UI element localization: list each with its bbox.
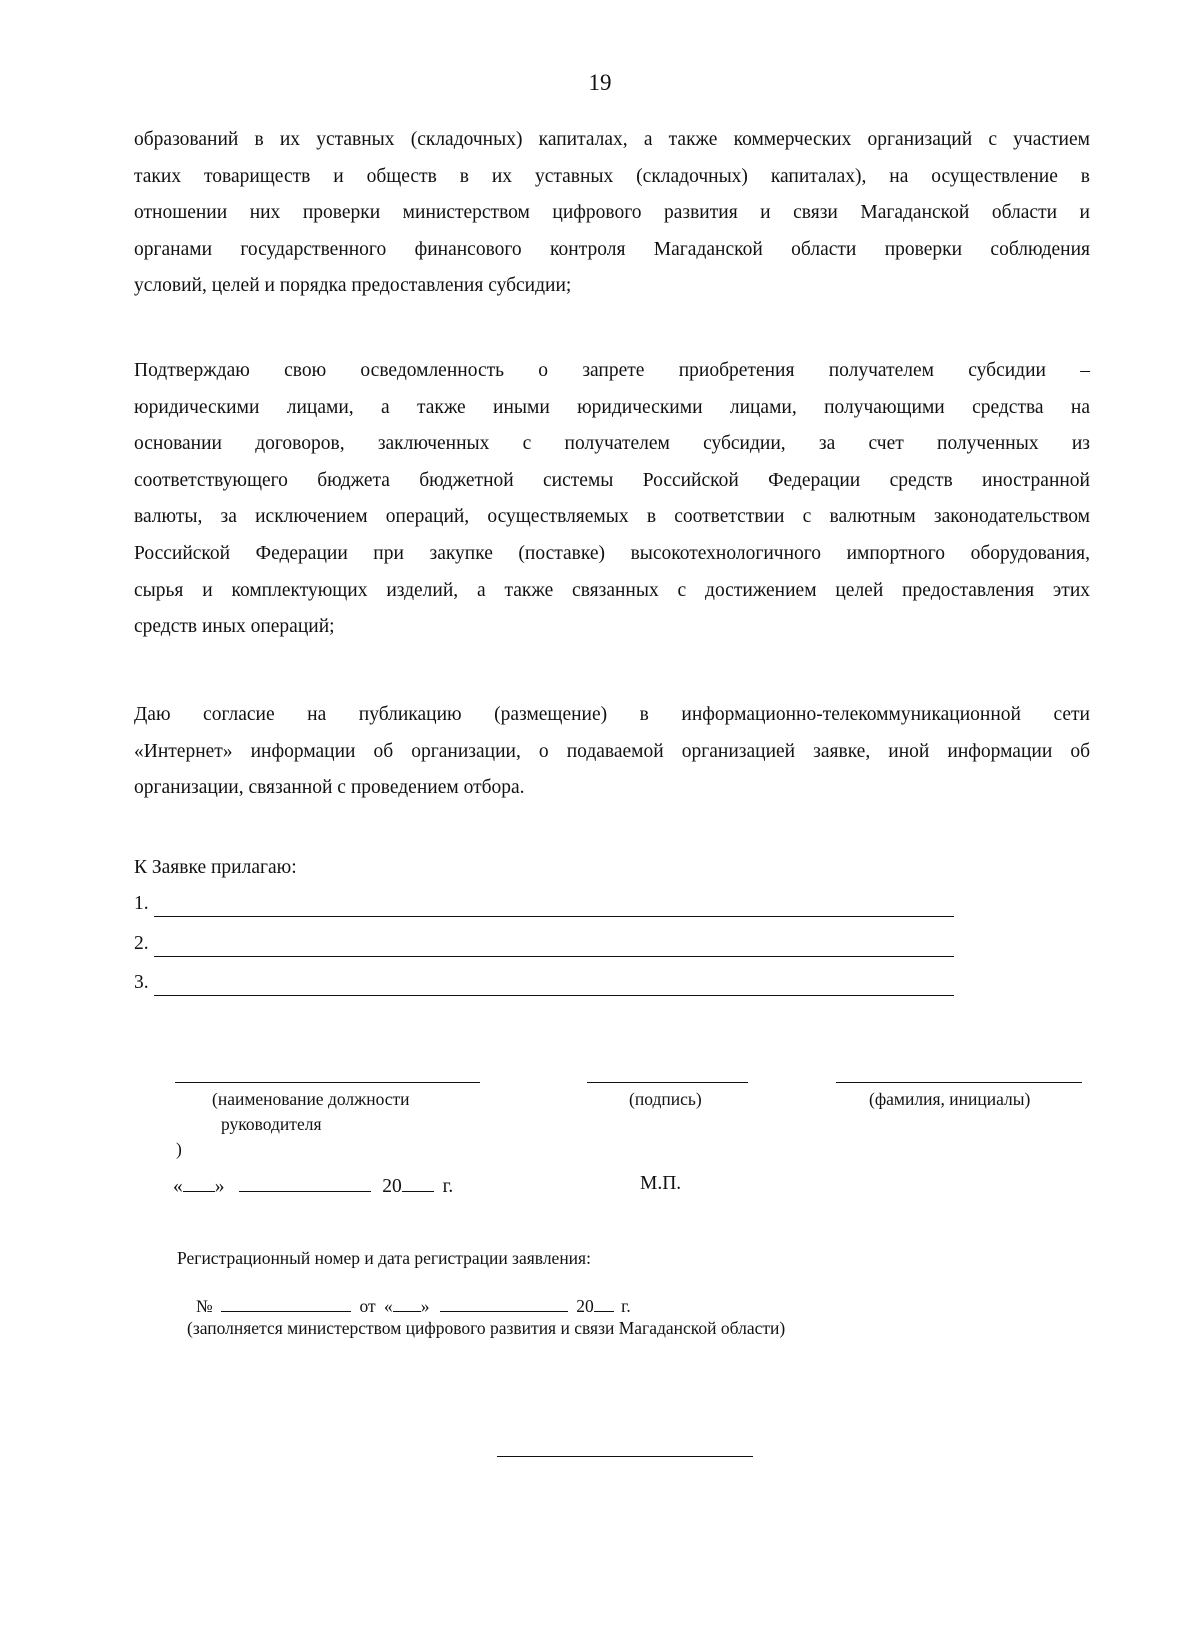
text-line: органами государственного финансового контроля Магаданской области проверки соблюдения (134, 238, 1090, 260)
year-suffix: г. (442, 1176, 454, 1197)
position-caption-line2: руководителя (221, 1114, 322, 1134)
attachments-heading: К Заявке прилагаю: (134, 857, 297, 878)
text-line: организации, связанной с проведением отбора. (134, 777, 525, 799)
handwritten-signature-line[interactable] (587, 1082, 748, 1083)
attachment-number: 2. (134, 933, 149, 954)
reg-month-field[interactable] (440, 1293, 568, 1312)
text-line: таких товариществ и обществ в их уставных (складочных) капиталах), на осуществление в (134, 165, 1090, 187)
date-open-quote: « (173, 1176, 183, 1197)
name-signature-line[interactable] (836, 1082, 1082, 1083)
text-line: Российской Федерации при закупке (поставке) высокотехнологичного импортного оборудования, (134, 542, 1090, 564)
reg-close-quote: » (420, 1296, 430, 1316)
date-close-quote: » (214, 1176, 225, 1197)
seal-placeholder: М.П. (640, 1173, 682, 1194)
reg-year-suffix: г. (621, 1296, 631, 1316)
reg-day-field[interactable] (393, 1293, 421, 1312)
text-line: Подтверждаю свою осведомленность о запрете приобретения получателем субсидии – (134, 360, 1090, 381)
registration-number-field[interactable] (221, 1293, 351, 1312)
text-line: условий, целей и порядка предоставления субсидии; (134, 275, 572, 297)
attachment-number: 1. (134, 893, 149, 914)
text-line: образований в их уставных (складочных) капиталах, а также коммерческих организаций с участием (134, 129, 1090, 150)
year-prefix: 20 (382, 1176, 402, 1197)
reg-year-prefix: 20 (576, 1296, 594, 1316)
text-line: «Интернет» информации об организации, о подаваемой организацией заявке, иной информации об (134, 740, 1090, 762)
date-row (173, 1173, 453, 1198)
paragraph-currency-ban (134, 353, 1090, 646)
name-caption: (фамилия, инициалы) (869, 1089, 1031, 1109)
text-line: средств иных операций; (134, 616, 335, 638)
number-sign: № (196, 1296, 213, 1316)
text-line: сырья и комплектующих изделий, а также связанных с достижением целей предоставления этих (134, 579, 1090, 601)
reg-open-quote: « (384, 1296, 393, 1316)
day-field[interactable] (183, 1173, 215, 1192)
text-line: отношении них проверки министерством цифрового развития и связи Магаданской области и (134, 202, 1090, 224)
signature-caption: (подпись) (629, 1089, 702, 1109)
registration-row (196, 1293, 631, 1317)
from-label: от (359, 1296, 376, 1316)
text-line: валюты, за исключением операций, осуществляемых в соответствии с валютным законодательством (134, 506, 1090, 528)
text-line: соответствующего бюджета бюджетной системы Российской Федерации средств иностранной (134, 469, 1090, 491)
position-signature-line[interactable] (175, 1082, 480, 1083)
paragraph-audit-consent (134, 122, 1090, 305)
attachment-number: 3. (134, 972, 149, 993)
attachment-fill-line[interactable] (154, 916, 954, 917)
attachment-fill-line[interactable] (154, 995, 954, 996)
year-field[interactable] (402, 1173, 434, 1192)
page-number: 19 (588, 70, 612, 95)
attachment-fill-line[interactable] (154, 956, 954, 957)
end-of-document-rule (497, 1456, 753, 1457)
registration-note: (заполняется министерством цифрового развития и связи Магаданской области) (187, 1318, 786, 1338)
text-line: основании договоров, заключенных с получателем субсидии, за счет полученных из (134, 433, 1090, 455)
reg-year-field[interactable] (594, 1293, 614, 1312)
text-line: Даю согласие на публикацию (размещение) в информационно-телекоммуникационной сети (134, 704, 1090, 725)
registration-title: Регистрационный номер и дата регистрации заявления: (177, 1248, 591, 1268)
position-caption-line3: ) (176, 1139, 182, 1159)
position-caption: (наименование должности (212, 1089, 410, 1109)
month-field[interactable] (239, 1173, 371, 1192)
paragraph-publication-consent (134, 697, 1090, 807)
text-line: юридическими лицами, а также иными юридическими лицами, получающими средства на (134, 396, 1090, 418)
